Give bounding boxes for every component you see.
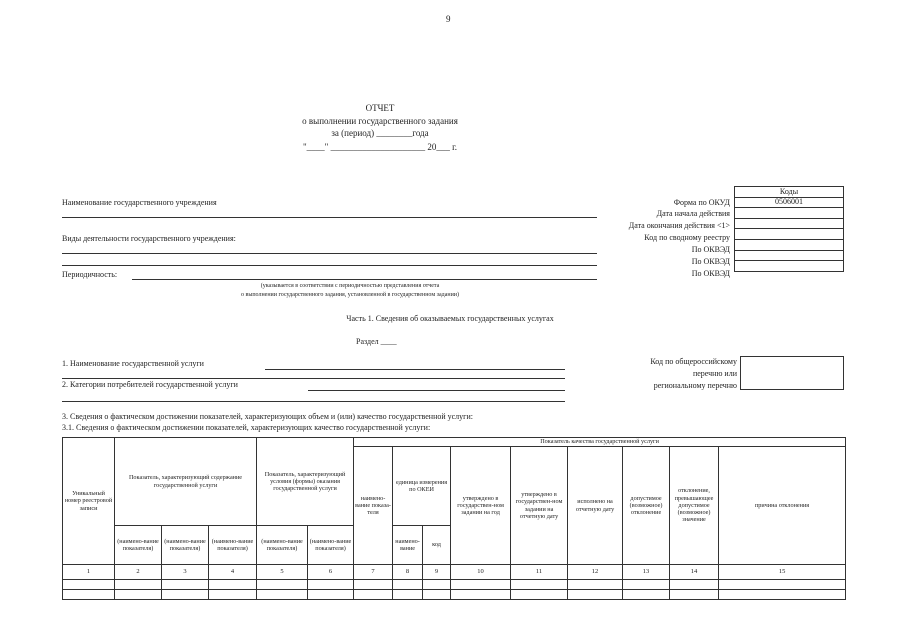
table-cell[interactable] [308, 590, 354, 600]
table-row[interactable] [63, 590, 846, 600]
periodicity-note-2: о выполнении государственного задания, установленной в государственном задании) [240, 292, 459, 298]
periodicity-note-1: (указывается в соответствии с периодичностью представления отчета [260, 283, 440, 289]
column-number: 11 [511, 565, 568, 580]
service-name-line-2[interactable] [62, 378, 565, 379]
column-number: 3 [162, 565, 209, 580]
sub-indicator-5: (наимено-вание показателя) [308, 526, 354, 565]
table-cell[interactable] [568, 590, 623, 600]
table-cell[interactable] [162, 580, 209, 590]
table-cell[interactable] [451, 580, 511, 590]
table-row[interactable] [63, 580, 846, 590]
table-cell[interactable] [257, 580, 308, 590]
header-deviation-reason: причина отклонения [719, 447, 846, 565]
sub-indicator-3: (наимено-вание показателя) [209, 526, 257, 565]
table-cell[interactable] [257, 590, 308, 600]
activity-line-2[interactable] [62, 265, 597, 266]
header-unit: единица измерения по ОКЕИ [393, 447, 451, 526]
okved-label-1: По ОКВЭД [691, 245, 730, 254]
page-number: 9 [446, 14, 451, 24]
column-number: 7 [354, 565, 393, 580]
table-cell[interactable] [670, 590, 719, 600]
org-name-line[interactable] [62, 217, 597, 218]
table-cell[interactable] [423, 580, 451, 590]
table-cell[interactable] [393, 590, 423, 600]
okved-field-2[interactable] [735, 250, 844, 261]
periodicity-label: Периодичность: [62, 270, 118, 279]
consumers-line-2[interactable] [62, 401, 565, 402]
service-name-label: 1. Наименование государственной услуги [62, 359, 204, 368]
codes-title: Коды [735, 187, 844, 198]
okud-label: Форма по ОКУД [673, 198, 730, 207]
column-number: 5 [257, 565, 308, 580]
sub-indicator-4: (наимено-вание показателя) [257, 526, 308, 565]
report-title: ОТЧЕТ [365, 103, 395, 113]
consumers-label: 2. Категории потребителей государственной услуги [62, 380, 238, 389]
perechen-code-label-1: Код по общероссийскому [650, 357, 737, 366]
header-allowed-deviation: допустимое (возможное) отклонение [623, 447, 670, 565]
start-date-label: Дата начала действия [656, 209, 730, 218]
column-number: 6 [308, 565, 354, 580]
table-cell[interactable] [115, 590, 162, 600]
codes-table [734, 186, 844, 272]
header-content-indicator: Показатель, характеризующий содержание государственной услуги [115, 438, 257, 526]
column-numbers-row [63, 565, 846, 580]
table-cell[interactable] [511, 580, 568, 590]
table-cell[interactable] [209, 580, 257, 590]
section3-line2: 3.1. Сведения о фактическом достижении показателей, характеризующих качество государственной услуги: [62, 423, 431, 432]
end-date-label: Дата окончания действия <1> [628, 221, 730, 230]
column-number: 9 [423, 565, 451, 580]
period-line: за (период) ________года [331, 128, 429, 138]
okved-label-3: По ОКВЭД [691, 269, 730, 278]
okud-value[interactable]: 0506001 [735, 197, 844, 208]
header-quality-indicator: Показатель качества государственной услуги [354, 438, 846, 447]
header-executed: исполнено на отчетную дату [568, 447, 623, 565]
table-cell[interactable] [209, 590, 257, 600]
table-cell[interactable] [308, 580, 354, 590]
table-cell[interactable] [568, 580, 623, 590]
activity-label: Виды деятельности государственного учреждения: [62, 234, 236, 243]
perechen-code-field[interactable] [740, 356, 844, 390]
table-cell[interactable] [451, 590, 511, 600]
unit-code: код [423, 526, 451, 565]
column-number: 10 [451, 565, 511, 580]
header-conditions-indicator: Показатель, характеризующий условия (формы) оказания государственной услуги [257, 438, 354, 526]
unit-name: наимено-вание [393, 526, 423, 565]
table-cell[interactable] [423, 590, 451, 600]
column-number: 1 [63, 565, 115, 580]
table-cell[interactable] [63, 590, 115, 600]
org-name-label: Наименование государственного учреждения [62, 198, 217, 207]
table-cell[interactable] [670, 580, 719, 590]
part-title: Часть 1. Сведения об оказываемых государственных услугах [346, 314, 554, 323]
header-approved-year: утверждено в государствен-ном задании на год [451, 447, 511, 565]
activity-line-1[interactable] [62, 253, 597, 254]
table-cell[interactable] [623, 590, 670, 600]
perechen-code-label-2: перечню или [692, 369, 737, 378]
okved-field-3[interactable] [735, 261, 844, 272]
okved-field-1[interactable] [735, 239, 844, 250]
table-cell[interactable] [719, 580, 846, 590]
periodicity-line[interactable] [132, 279, 597, 280]
column-number: 8 [393, 565, 423, 580]
column-number: 12 [568, 565, 623, 580]
perechen-code-label-3: региональному перечню [653, 381, 737, 390]
table-cell[interactable] [354, 590, 393, 600]
column-number: 13 [623, 565, 670, 580]
table-cell[interactable] [511, 590, 568, 600]
start-date-field[interactable] [735, 208, 844, 219]
registry-code-field[interactable] [735, 229, 844, 240]
end-date-field[interactable] [735, 218, 844, 229]
table-cell[interactable] [393, 580, 423, 590]
table-cell[interactable] [719, 590, 846, 600]
table-cell[interactable] [63, 580, 115, 590]
column-number: 2 [115, 565, 162, 580]
column-number: 15 [719, 565, 846, 580]
section3-line1: 3. Сведения о фактическом достижении показателей, характеризующих объем и (или) качество государственной услуги: [62, 412, 473, 421]
column-number: 4 [209, 565, 257, 580]
okved-label-2: По ОКВЭД [691, 257, 730, 266]
table-cell[interactable] [162, 590, 209, 600]
registry-code-label: Код по сводному реестру [644, 233, 730, 242]
table-cell[interactable] [115, 580, 162, 590]
consumers-line[interactable] [308, 390, 565, 391]
table-cell[interactable] [354, 580, 393, 590]
date-line: "____" _____________________ 20___ г. [302, 142, 458, 152]
table-cell[interactable] [623, 580, 670, 590]
quality-indicators-table [62, 437, 846, 600]
sub-indicator-1: (наимено-вание показателя) [115, 526, 162, 565]
column-number: 14 [670, 565, 719, 580]
header-exceeding-deviation: отклонение, превышающее допустимое (возможное) значение [670, 447, 719, 565]
service-name-line[interactable] [265, 369, 565, 370]
report-subtitle: о выполнении государственного задания [302, 116, 458, 126]
header-indicator-name: наимено-вание показа-теля [354, 447, 393, 565]
section-title: Раздел ____ [356, 337, 397, 346]
header-approved-date: утверждено в государствен-ном задании на отчетную дату [511, 447, 568, 565]
sub-indicator-2: (наимено-вание показателя) [162, 526, 209, 565]
header-unique-number: Уникальный номер реестровой записи [63, 438, 115, 565]
